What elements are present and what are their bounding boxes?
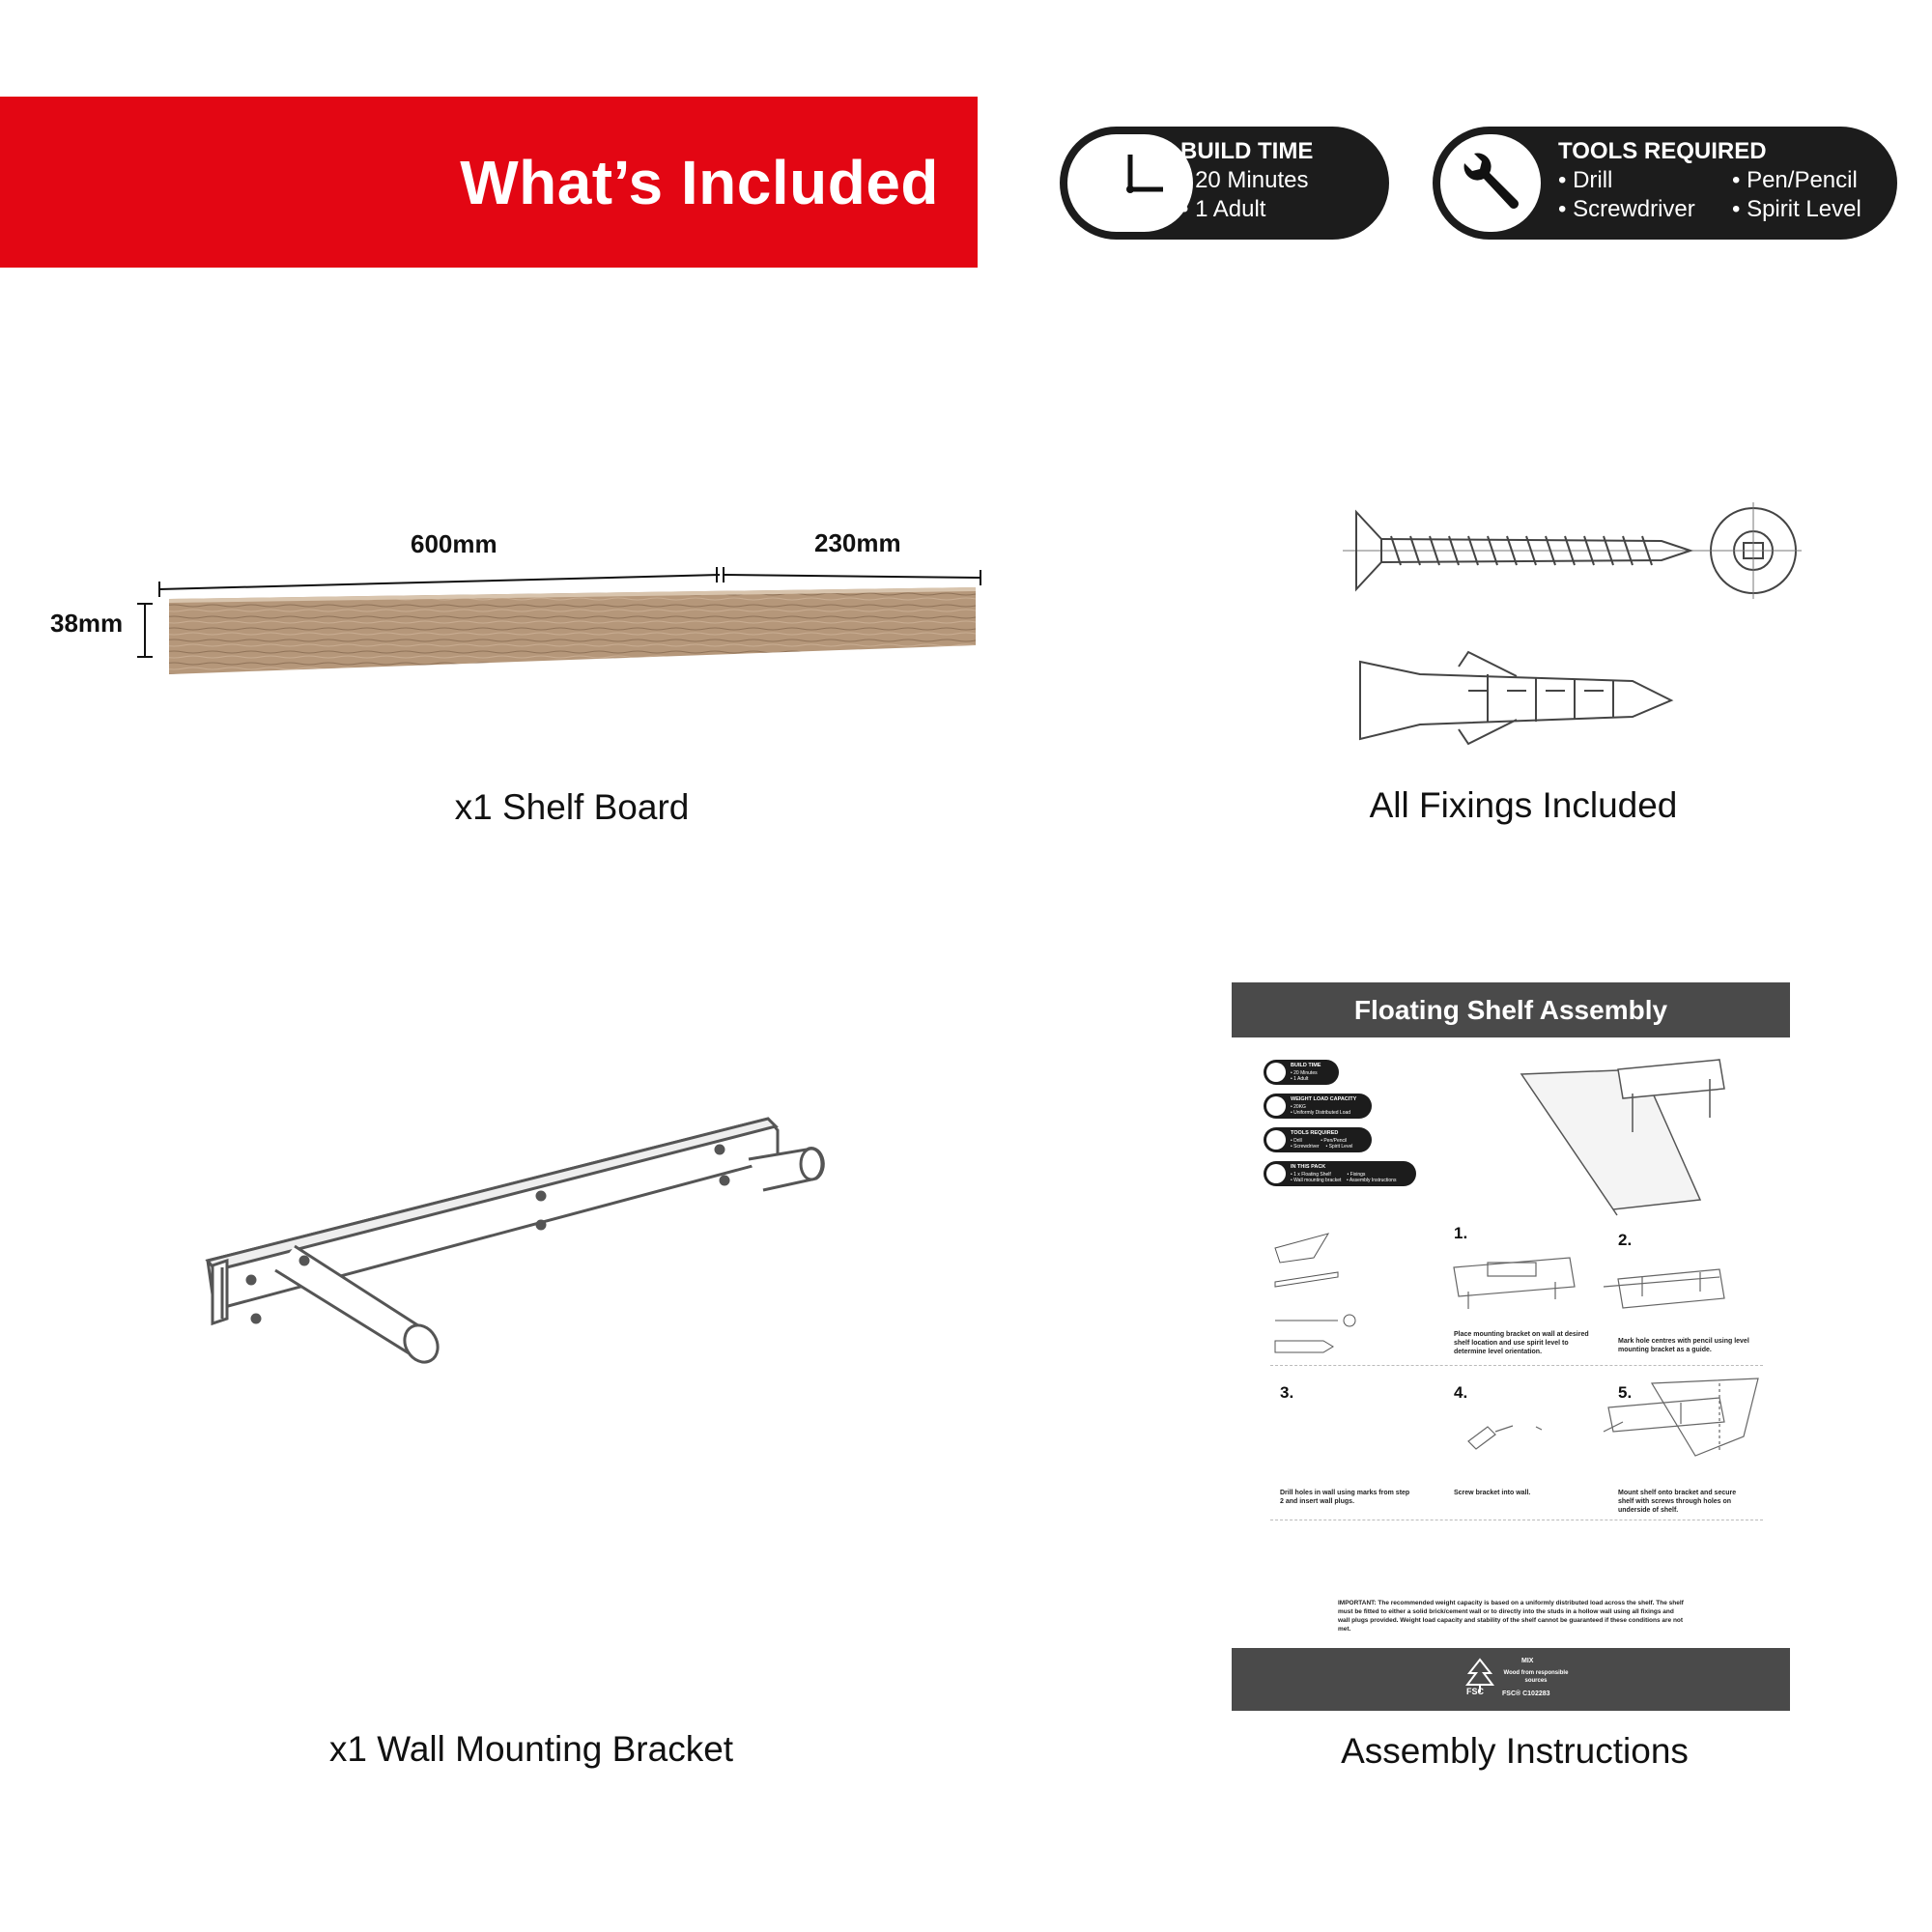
fsc-mix: MIX	[1521, 1658, 1534, 1664]
build-time-badge	[1060, 127, 1389, 240]
step-text: Screw bracket into wall.	[1454, 1490, 1531, 1496]
fsc-code: FSC® C102283	[1502, 1690, 1550, 1697]
manual-pill-build: BUILD TIME • 20 Minutes • 1 Adult	[1264, 1060, 1339, 1085]
important-note: IMPORTANT: The recommended weight capacity is based on a uniformly distributed load across the shelf. The shelf must be fitted to either a solid brick/cement wall or to directly into the studs in a hollow wall using all fixings and wall plugs provided. Weight load capacity and stability of the shelf cannot be guaranteed if these conditions are not met.	[1338, 1600, 1684, 1633]
step-number: 5.	[1618, 1383, 1633, 1402]
wrench-icon	[1266, 1130, 1286, 1150]
step-number: 4.	[1454, 1383, 1468, 1402]
step-text: Mark hole centres with pencil using level mounting bracket as a guide.	[1618, 1338, 1749, 1353]
build-time-title: BUILD TIME	[1180, 138, 1314, 164]
shelf-thickness-label: 38mm	[50, 609, 124, 638]
tools-item-drill: • Drill	[1558, 167, 1613, 193]
instructions-caption: Assembly Instructions	[1341, 1731, 1689, 1771]
step-number: 3.	[1280, 1383, 1294, 1402]
shelf-depth-label: 230mm	[814, 528, 901, 557]
step-text: Drill holes in wall using marks from step 2 and insert wall plugs.	[1280, 1490, 1410, 1505]
divider	[1270, 1365, 1763, 1366]
wrench-icon	[1440, 134, 1541, 232]
step-text: Place mounting bracket on wall at desired shelf location and use spirit level to determine level orientation.	[1454, 1331, 1589, 1355]
wall-bracket-image	[198, 1101, 836, 1391]
shelf-board-caption: x1 Shelf Board	[454, 787, 690, 827]
step-number: 1.	[1454, 1224, 1468, 1242]
manual-pill-tools: TOOLS REQUIRED • Drill • Pen/Pencil • Screwdriver • Spirit Level	[1264, 1127, 1372, 1152]
bracket-caption: x1 Wall Mounting Bracket	[328, 1729, 734, 1769]
manual-hero-drawing	[1517, 1055, 1777, 1219]
tools-required-title: TOOLS REQUIRED	[1558, 138, 1767, 164]
tools-item-pen: • Pen/Pencil	[1732, 167, 1858, 193]
tools-item-screwdriver: • Screwdriver	[1558, 196, 1695, 222]
weight-icon	[1266, 1096, 1286, 1116]
manual-footer	[1232, 1648, 1790, 1711]
fsc-logo-text: FSC	[1466, 1687, 1484, 1696]
clock-icon	[1266, 1063, 1286, 1082]
page-title: What’s Included	[460, 147, 939, 217]
fixings-caption: All Fixings Included	[1369, 785, 1678, 825]
build-time-item: • 1 Adult	[1180, 196, 1266, 222]
step-number: 2.	[1618, 1231, 1633, 1249]
header-banner	[0, 97, 978, 268]
step-text: Mount shelf onto bracket and secure shelf with screws through holes on underside of shelf.	[1618, 1490, 1737, 1514]
fixings-image	[1343, 493, 1816, 753]
manual-title: Floating Shelf Assembly	[1353, 995, 1668, 1025]
manual-pill-pack: IN THIS PACK • 1 x Floating Shelf • Fixings • Wall mounting bracket • Assembly Instructions	[1264, 1161, 1416, 1186]
tools-item-level: • Spirit Level	[1732, 196, 1861, 222]
manual-pack-drawing	[1270, 1229, 1367, 1364]
manual-pill-weight: WEIGHT LOAD CAPACITY • 20KG • Uniformly Distributed Load	[1264, 1094, 1372, 1119]
clock-icon	[1067, 134, 1193, 232]
shelf-width-label: 600mm	[411, 529, 497, 558]
assembly-manual-image	[1232, 982, 1790, 1711]
fsc-text: Wood from responsible sources	[1503, 1670, 1569, 1684]
box-icon	[1266, 1164, 1286, 1183]
build-time-item: • 20 Minutes	[1180, 167, 1309, 193]
tools-required-badge	[1433, 127, 1897, 240]
